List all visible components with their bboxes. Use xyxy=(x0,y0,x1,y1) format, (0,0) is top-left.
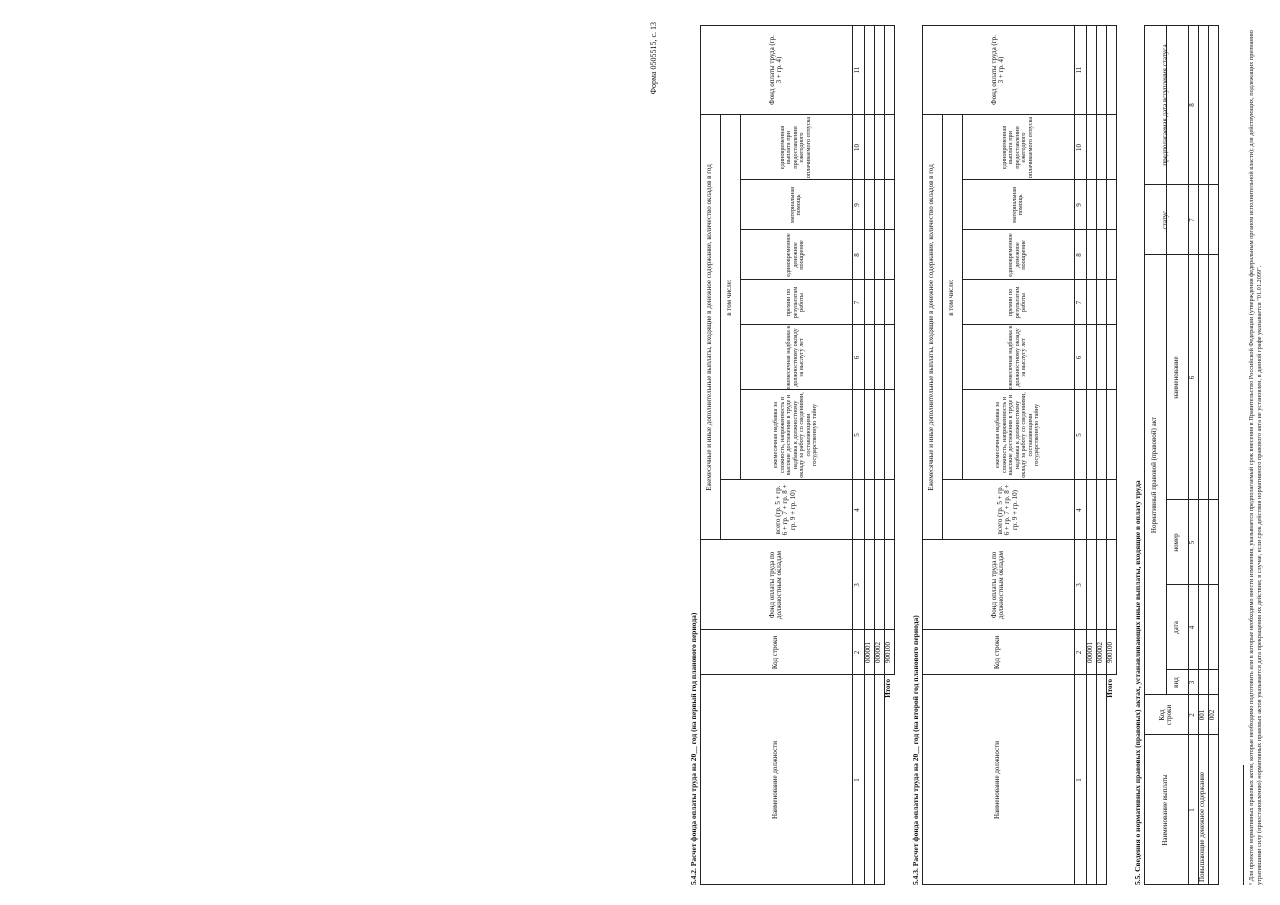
col10-header: единовременная выплата при предоставлении ежегодного оплачиваемого отпуска xyxy=(1000,116,1034,179)
col-name-header: Наименование должности xyxy=(771,741,780,819)
row-code-2: 000002 xyxy=(874,642,883,663)
table-55 xyxy=(1144,25,1234,885)
num-3: 3 xyxy=(853,583,862,587)
num-10: 10 xyxy=(853,144,862,151)
col-monthly-group-header: Ежемесячные и иные дополнительные выплаты, входящие в денежное содержание, количество окладов в год xyxy=(927,164,936,491)
num-7: 7 xyxy=(1075,300,1084,305)
col-fund-official-header: Фонд оплаты труда по должностным окладам xyxy=(767,550,783,620)
col-total-header: всего (гр. 5 + гр. 6 + гр. 7 + гр. 8 + гр. 9 + гр. 10) xyxy=(995,484,1019,536)
num-11: 11 xyxy=(853,66,862,74)
col10-header: единовременная выплата при предоставлении ежегодного оплачиваемого отпуска xyxy=(778,116,812,179)
number-header: номер xyxy=(1172,533,1181,552)
num-8: 8 xyxy=(853,253,862,257)
num-9: 9 xyxy=(1075,203,1084,207)
table-542 xyxy=(700,25,900,885)
act-group-header: Нормативный правовой (правовой) акт xyxy=(1150,416,1159,534)
num-1: 1 xyxy=(853,778,862,782)
num-8: 8 xyxy=(1188,103,1197,107)
num-11: 11 xyxy=(1075,66,1084,74)
num-4: 4 xyxy=(1188,625,1197,630)
vid-header: вид xyxy=(1172,677,1181,688)
col5-header: ежемесячная надбавка за сложность, напряженность и высокие достижения в труде и надбавка к должностному окладу за работу со сведениями, составляющими государственную тайну xyxy=(994,392,1041,478)
footnote-separator xyxy=(1243,765,1244,885)
footnote: ⁵ Для проектов нормативных правовых актов, которые необходимо подготовить или в которые необходимо внести изменения, указывается предполагаемый срок внесения в Правительство Российской Федерации (утверждения федеральным органом исполнительной власти); для действующих, подлежащих признанию утратившими силу (приостановлению) нормативных правовых актов указывается дата прекращения их действия; в случае, если срок действия нормативного правового акта не установлен, в данной графе указывается "01.01.2099". xyxy=(1248,30,1264,885)
section-55-title: 5.5. Сведения о нормативных правовых (правовых) актах, устанавливающих иные выплаты, входящие в оплату труда xyxy=(1133,480,1142,885)
row-code-2: 000002 xyxy=(1096,642,1105,663)
row-code-2: 002 xyxy=(1208,709,1217,721)
col11-header: Фонд оплаты труда (гр. 3 + гр. 4) xyxy=(989,35,1005,105)
col6-header: ежемесячная надбавка к должностному окладу за выслугу лет xyxy=(1007,325,1028,390)
col-inc-label: в том числе: xyxy=(725,279,734,316)
code-header: Код строки xyxy=(1157,704,1173,726)
col9-header: материальная помощь xyxy=(1010,187,1024,223)
total-label: Итого xyxy=(884,679,893,698)
num-8: 8 xyxy=(1075,253,1084,257)
col-inc-label: в том числе: xyxy=(947,279,956,316)
col-code-header: Код строки xyxy=(993,635,1002,670)
col8-header: единовременное денежное поощрение xyxy=(1007,233,1028,277)
num-7: 7 xyxy=(853,300,862,305)
num-6: 6 xyxy=(1075,355,1084,360)
table-543 xyxy=(922,25,1122,885)
num-6: 6 xyxy=(1188,375,1197,380)
num-3: 3 xyxy=(1075,583,1084,587)
date-header: дата xyxy=(1172,621,1181,634)
num-1: 1 xyxy=(1188,808,1197,812)
col-code-header: Код строки xyxy=(771,635,780,670)
num-10: 10 xyxy=(1075,144,1084,151)
col-total-header: всего (гр. 5 + гр. 6 + гр. 7 + гр. 8 + гр. 9 + гр. 10) xyxy=(773,484,797,536)
total-label: Итого xyxy=(1106,679,1115,698)
col8-header: единовременное денежное поощрение xyxy=(785,233,806,277)
num-6: 6 xyxy=(853,355,862,360)
num-5: 5 xyxy=(1188,540,1197,545)
col5-header: ежемесячная надбавка за сложность, напряженность и высокие достижения в труде и надбавка к должностному окладу за работу со сведениями, составляющими государственную тайну xyxy=(772,392,819,478)
num-1: 1 xyxy=(1075,778,1084,782)
rotated-document xyxy=(640,0,1280,905)
col7-header: премии по результатам работы xyxy=(785,286,806,319)
num-5: 5 xyxy=(853,433,862,437)
form-label: Форма 0505515, с. 13 xyxy=(649,22,658,95)
num-2: 2 xyxy=(1075,650,1084,655)
row-code-1: 000001 xyxy=(864,642,873,663)
row-code-1: 001 xyxy=(1198,709,1207,721)
num-9: 9 xyxy=(853,203,862,207)
col9-header: материальная помощь xyxy=(788,187,802,223)
col7-header: премии по результатам работы xyxy=(1007,286,1028,319)
total-code: 900100 xyxy=(884,642,893,663)
status-header: статус xyxy=(1161,210,1170,230)
col11-header: Фонд оплаты труда (гр. 3 + гр. 4) xyxy=(767,35,783,105)
row-name-1: Повышающие денежное содержание xyxy=(1198,772,1207,882)
num-2: 2 xyxy=(853,650,862,655)
num-4: 4 xyxy=(853,508,862,512)
section-543-title: 5.4.3. Расчет фонда оплаты труда на 20__ год (на второй год планового периода) xyxy=(911,615,920,885)
col-fund-official-header: Фонд оплаты труда по должностным окладам xyxy=(989,550,1005,620)
payment-name-header: Наименование выплаты xyxy=(1161,774,1170,846)
num-7: 7 xyxy=(1188,218,1197,222)
status-date-header: предполагаемая дата вступления статуса xyxy=(1161,44,1170,166)
num-4: 4 xyxy=(1075,508,1084,512)
num-2: 2 xyxy=(1188,713,1197,717)
col-name-header: Наименование должности xyxy=(993,741,1002,819)
col-monthly-group-header: Ежемесячные и иные дополнительные выплаты, входящие в денежное содержание, количество окладов в год xyxy=(705,164,714,491)
col6-header: ежемесячная надбавка к должностному окладу за выслугу лет xyxy=(785,325,806,390)
num-5: 5 xyxy=(1075,433,1084,437)
row-code-1: 000001 xyxy=(1086,642,1095,663)
num-3: 3 xyxy=(1188,680,1197,685)
total-code: 900100 xyxy=(1106,642,1115,663)
title-header: наименование xyxy=(1172,356,1181,399)
section-542-title: 5.4.2. Расчет фонда оплаты труда на 20__ год (на первый год планового периода) xyxy=(689,612,698,885)
